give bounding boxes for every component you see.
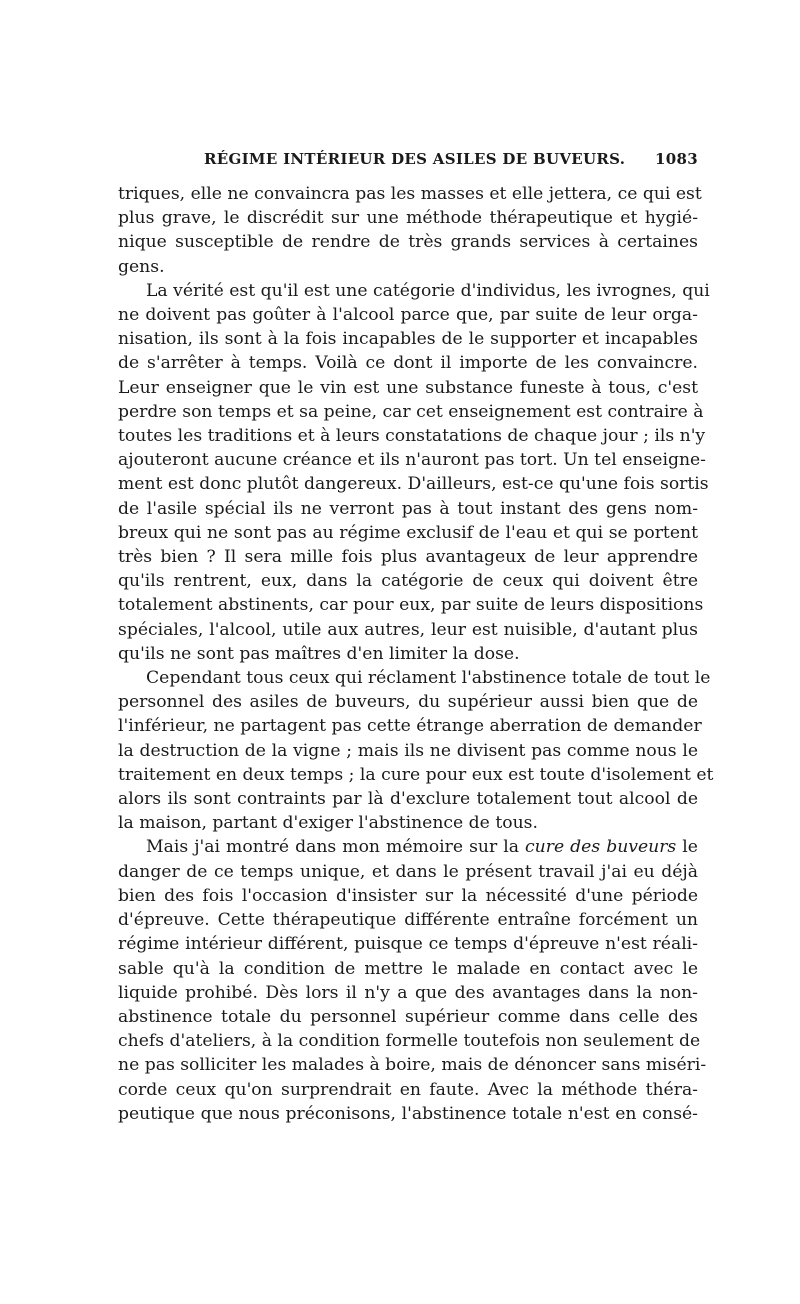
text-line: ne doivent pas goûter à l'alcool parce que, par suite de leur orga- [118,305,698,326]
emphasized-title: cure des buveurs [525,837,677,858]
text-line: liquide prohibé. Dès lors il n'y a que des avantages dans la non- [118,982,698,1003]
text-line: alors ils sont contraints par là d'exclure totalement tout alcool de [118,789,698,810]
text-line: très bien ? Il sera mille fois plus avantageux de leur apprendre [118,547,698,568]
paragraph [118,279,710,666]
running-title: RÉGIME INTÉRIEUR DES ASILES DE BUVEURS. [204,150,626,168]
paragraph [118,666,714,835]
text-line: chefs d'ateliers, à la condition formelle toutefois non seulement de [118,1031,701,1052]
page-header [118,150,698,174]
text-line: abstinence totale du personnel supérieur comme dans celle des [118,1006,698,1027]
text-line: nique susceptible de rendre de très grands services à certaines [118,232,698,253]
body-text [118,182,714,1126]
text-line: Cependant tous ceux qui réclament l'abstinence totale de tout le [146,668,711,689]
text-line: de l'asile spécial ils ne verront pas à tout instant des gens nom- [118,498,698,519]
page-number: 1083 [655,150,698,168]
text-line: triques, elle ne convaincra pas les masses et elle jettera, ce qui est [118,184,702,204]
text-line: régime intérieur différent, puisque ce temps d'épreuve n'est réali- [118,934,698,955]
text-line: ment est donc plutôt dangereux. D'ailleurs, est-ce qu'une fois sortis [118,474,709,495]
paragraph [118,182,702,279]
text-line: perdre son temps et sa peine, car cet enseignement est contraire à [118,401,704,422]
text-line-with-emphasis [118,835,698,859]
text-line: La vérité est qu'il est une catégorie d'individus, les ivrognes, qui [146,280,710,301]
paragraph [118,835,707,1125]
text-line: peutique que nous préconisons, l'abstinence totale n'est en consé- [118,1103,698,1124]
text-line: de s'arrêter à temps. Voilà ce dont il importe de les convaincre. [118,353,698,374]
text-line: d'épreuve. Cette thérapeutique différente entraîne forcément un [118,910,698,931]
text-line: sable qu'à la condition de mettre le malade en contact avec le [118,958,698,979]
text-line: l'inférieur, ne partagent pas cette étrange aberration de demander [118,716,702,737]
text-line: totalement abstinents, car pour eux, par suite de leurs dispositions [118,595,704,616]
text-line: ne pas solliciter les malades à boire, mais de dénoncer sans miséri- [118,1055,707,1076]
text-line: toutes les traditions et à leurs constatations de chaque jour ; ils n'y [118,426,706,447]
text-line: nisation, ils sont à la fois incapables de le supporter et incapables [118,329,698,350]
text-line: personnel des asiles de buveurs, du supérieur aussi bien que de [118,692,698,713]
book-page [118,150,714,1126]
text-line: qu'ils ne sont pas maîtres d'en limiter la dose. [118,643,520,664]
text-line: spéciales, l'alcool, utile aux autres, leur est nuisible, d'autant plus [118,619,698,640]
text-line: bien des fois l'occasion d'insister sur la nécessité d'une période [118,885,698,906]
text-line: qu'ils rentrent, eux, dans la catégorie de ceux qui doivent être [118,571,698,592]
text-line: Leur enseigner que le vin est une substance funeste à tous, c'est [118,377,698,398]
text-line: la maison, partant d'exiger l'abstinence de tous. [118,813,538,834]
text-line: plus grave, le discrédit sur une méthode thérapeutique et hygié- [118,208,698,229]
text-line: breux qui ne sont pas au régime exclusif de l'eau et qui se portent [118,522,698,543]
text-line: la destruction de la vigne ; mais ils ne divisent pas comme nous le [118,740,698,761]
text-line: danger de ce temps unique, et dans le présent travail j'ai eu déjà [118,861,698,882]
text-fragment: Mais j'ai montré dans mon mémoire sur la [146,837,526,858]
text-fragment: le [676,837,698,858]
text-line: traitement en deux temps ; la cure pour eux est toute d'isolement et [118,764,714,785]
text-line: ajouteront aucune créance et ils n'auront pas tort. Un tel enseigne- [118,450,706,471]
text-line: corde ceux qu'on surprendrait en faute. Avec la méthode théra- [118,1079,698,1100]
text-line: gens. [118,256,165,277]
